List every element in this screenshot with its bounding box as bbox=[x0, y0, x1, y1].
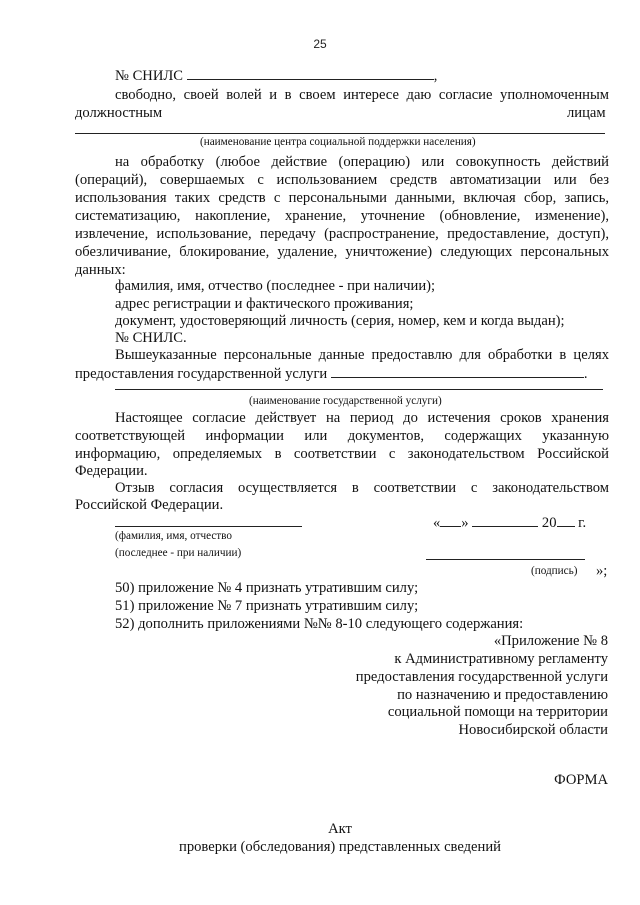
amendment-item: 52) дополнить приложениями №№ 8-10 следующего содержания: bbox=[115, 616, 524, 632]
purpose-line-2 bbox=[75, 364, 588, 383]
service-name-blank bbox=[115, 389, 603, 390]
validity-last: Федерации. bbox=[75, 463, 148, 479]
validity-line: соответствующей информации или документов, содержащих указанную bbox=[75, 428, 609, 444]
center-name-blank bbox=[75, 133, 605, 134]
data-item: № СНИЛС. bbox=[115, 330, 187, 346]
act-title: Акт bbox=[328, 821, 352, 837]
signature-blank bbox=[426, 559, 585, 560]
date-quote-close: » bbox=[461, 515, 469, 531]
processing-line: использования таких средств с персональными данными, включая сбор, запись, bbox=[75, 190, 609, 206]
date-year-prefix: 20 bbox=[541, 515, 557, 531]
fio-caption-line-2: (последнее - при наличии) bbox=[115, 547, 242, 559]
snils-label: № СНИЛС bbox=[115, 68, 184, 84]
signature-tail: »; bbox=[596, 563, 608, 579]
signature-caption: (подпись) bbox=[531, 565, 578, 577]
purpose-text: предоставления государственной услуги bbox=[75, 366, 328, 382]
snils-line bbox=[115, 66, 437, 85]
processing-line: (операций), совершаемых с использованием средств автоматизации или без bbox=[75, 172, 609, 188]
amendment-item: 50) приложение № 4 признать утратившим силу; bbox=[115, 580, 419, 596]
fio-blank bbox=[115, 526, 302, 527]
center-caption: (наименование центра социальной поддержки населения) bbox=[200, 136, 476, 148]
validity-line: информацию, определяемых в соответствии с законодательством Российской bbox=[75, 446, 609, 462]
date-quote-open: « bbox=[433, 515, 441, 531]
act-subtitle: проверки (обследования) представленных сведений bbox=[179, 839, 501, 855]
consent-line-2-left: должностным bbox=[75, 105, 163, 121]
appendix-header-line: Новосибирской области bbox=[458, 722, 608, 738]
processing-line: обезличивание, блокирование, удаление, уничтожение) следующих персональных bbox=[75, 244, 609, 260]
service-caption: (наименование государственной услуги) bbox=[249, 395, 442, 407]
processing-line: извлечение, использование, передачу (распространение, предоставление, доступ), bbox=[75, 226, 609, 242]
page-number: 25 bbox=[313, 37, 327, 51]
snils-tail: , bbox=[433, 68, 438, 84]
revocation-line-1: Отзыв согласия осуществляется в соответствии с законодательством bbox=[115, 480, 609, 496]
revocation-line-2: Российской Федерации. bbox=[75, 497, 224, 513]
appendix-header-line: предоставления государственной услуги bbox=[355, 669, 608, 685]
appendix-header-line: по назначению и предоставлению bbox=[397, 687, 608, 703]
day-blank bbox=[440, 513, 461, 527]
validity-line: Настоящее согласие действует на период до истечения сроков хранения bbox=[115, 410, 609, 426]
appendix-header-line: «Приложение № 8 bbox=[493, 633, 608, 649]
service-blank bbox=[331, 364, 584, 378]
data-item: фамилия, имя, отчество (последнее - при наличии); bbox=[115, 278, 436, 294]
amendment-item: 51) приложение № 7 признать утратившим силу; bbox=[115, 598, 419, 614]
snils-blank bbox=[187, 66, 434, 80]
purpose-tail: . bbox=[583, 366, 588, 382]
date-suffix: г. bbox=[578, 515, 587, 531]
form-label: ФОРМА bbox=[554, 772, 608, 788]
consent-line-2-right: лицам bbox=[567, 105, 606, 121]
appendix-header-line: социальной помощи на территории bbox=[387, 704, 608, 720]
month-blank bbox=[472, 513, 538, 527]
purpose-line-1: Вышеуказанные персональные данные предоставлю для обработки в целях bbox=[115, 347, 609, 363]
date-line bbox=[433, 513, 586, 532]
processing-last: данных: bbox=[75, 262, 126, 278]
data-item: документ, удостоверяющий личность (серия, номер, кем и когда выдан); bbox=[115, 313, 565, 329]
year-blank bbox=[557, 513, 575, 527]
data-item: адрес регистрации и фактического проживания; bbox=[115, 296, 414, 312]
appendix-header-line: к Административному регламенту bbox=[394, 651, 608, 667]
consent-line-1: свободно, своей волей и в своем интересе даю согласие уполномоченным bbox=[115, 87, 609, 103]
fio-caption-line-1: (фамилия, имя, отчество bbox=[115, 530, 232, 542]
processing-line: на обработку (любое действие (операцию) или совокупность действий bbox=[115, 154, 609, 170]
processing-line: систематизацию, накопление, хранение, уточнение (обновление, изменение), bbox=[75, 208, 609, 224]
